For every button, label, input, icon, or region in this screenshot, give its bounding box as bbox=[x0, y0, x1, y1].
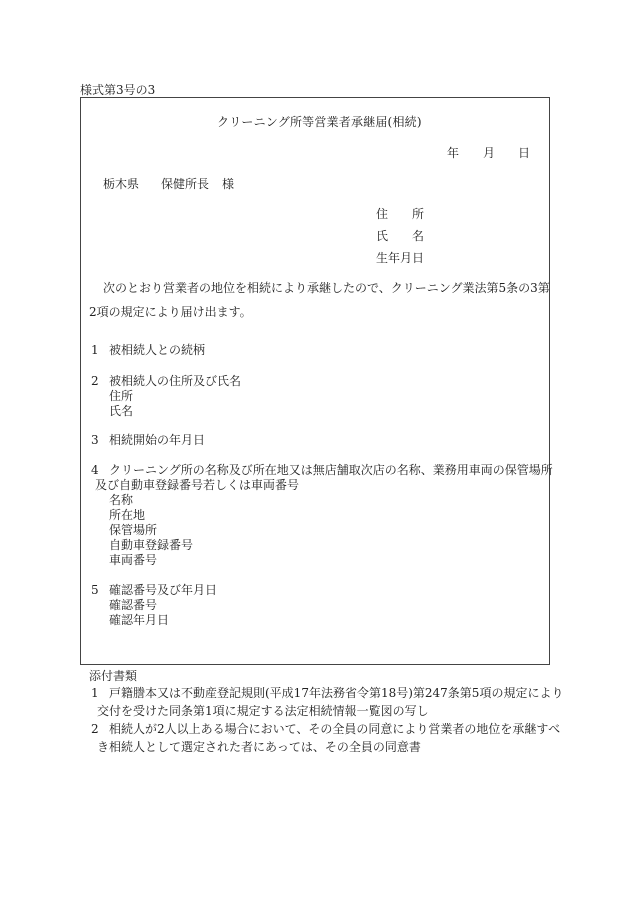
applicant-address-label[interactable]: 住 所 bbox=[376, 207, 425, 221]
attachment-1-line-1: 戸籍謄本又は不動産登記規則(平成17年法務省令第18号)第247条第5項の規定により bbox=[109, 686, 564, 700]
addressee-prefecture: 栃木県 bbox=[103, 177, 140, 191]
applicant-name-label[interactable]: 氏 名 bbox=[376, 229, 425, 243]
item-4-vehicle-registration[interactable]: 自動車登録番号 bbox=[109, 538, 194, 552]
date-month[interactable]: 月 bbox=[483, 146, 496, 160]
attachment-1-number: 1 bbox=[91, 686, 99, 700]
attachment-2-line-2: き相続人として選定された者にあっては、その全員の同意書 bbox=[97, 740, 421, 754]
item-4-storage-place[interactable]: 保管場所 bbox=[109, 523, 158, 537]
item-1-number: 1 bbox=[91, 343, 99, 357]
item-3-label[interactable]: 相続開始の年月日 bbox=[109, 433, 206, 447]
item-5-confirmation-number[interactable]: 確認番号 bbox=[109, 598, 158, 612]
applicant-birthdate-label[interactable]: 生年月日 bbox=[376, 251, 425, 265]
attachment-2-number: 2 bbox=[91, 722, 99, 736]
item-4-location[interactable]: 所在地 bbox=[109, 508, 146, 522]
item-3-number: 3 bbox=[91, 433, 99, 447]
attachment-2-line-1: 相続人が2人以上ある場合において、その全員の同意により営業者の地位を承継すべ bbox=[109, 722, 561, 736]
item-2-address[interactable]: 住所 bbox=[109, 389, 134, 403]
addressee-honorific: 様 bbox=[222, 177, 235, 191]
intro-line-2: 2項の規定により届け出ます。 bbox=[89, 305, 252, 319]
item-5-number: 5 bbox=[91, 583, 99, 597]
form-title: クリーニング所等営業者承継届(相続) bbox=[217, 115, 422, 129]
addressee-office: 保健所長 bbox=[161, 177, 210, 191]
item-4-label-line-2: 及び自動車登録番号若しくは車両番号 bbox=[95, 478, 300, 492]
intro-line-1: 次のとおり営業者の地位を相続により承継したので、クリーニング業法第5条の3第 bbox=[103, 281, 550, 295]
date-year[interactable]: 年 bbox=[447, 146, 460, 160]
item-4-label-line-1: クリーニング所の名称及び所在地又は無店舗取次店の名称、業務用車両の保管場所 bbox=[109, 463, 553, 477]
date-day[interactable]: 日 bbox=[518, 146, 531, 160]
item-4-number: 4 bbox=[91, 463, 99, 477]
item-2-label: 被相続人の住所及び氏名 bbox=[109, 374, 242, 388]
item-4-store-name[interactable]: 名称 bbox=[109, 493, 134, 507]
attachments-heading: 添付書類 bbox=[89, 669, 138, 683]
item-5-label: 確認番号及び年月日 bbox=[109, 583, 218, 597]
form-number: 様式第3号の3 bbox=[80, 83, 156, 97]
item-1-label: 被相続人との続柄 bbox=[109, 343, 206, 357]
item-4-vehicle-number[interactable]: 車両番号 bbox=[109, 553, 158, 567]
item-5-confirmation-date[interactable]: 確認年月日 bbox=[109, 613, 170, 627]
attachment-1-line-2: 交付を受けた同条第1項に規定する法定相続情報一覧図の写し bbox=[97, 704, 429, 718]
item-2-number: 2 bbox=[91, 374, 99, 388]
item-2-name[interactable]: 氏名 bbox=[109, 404, 134, 418]
